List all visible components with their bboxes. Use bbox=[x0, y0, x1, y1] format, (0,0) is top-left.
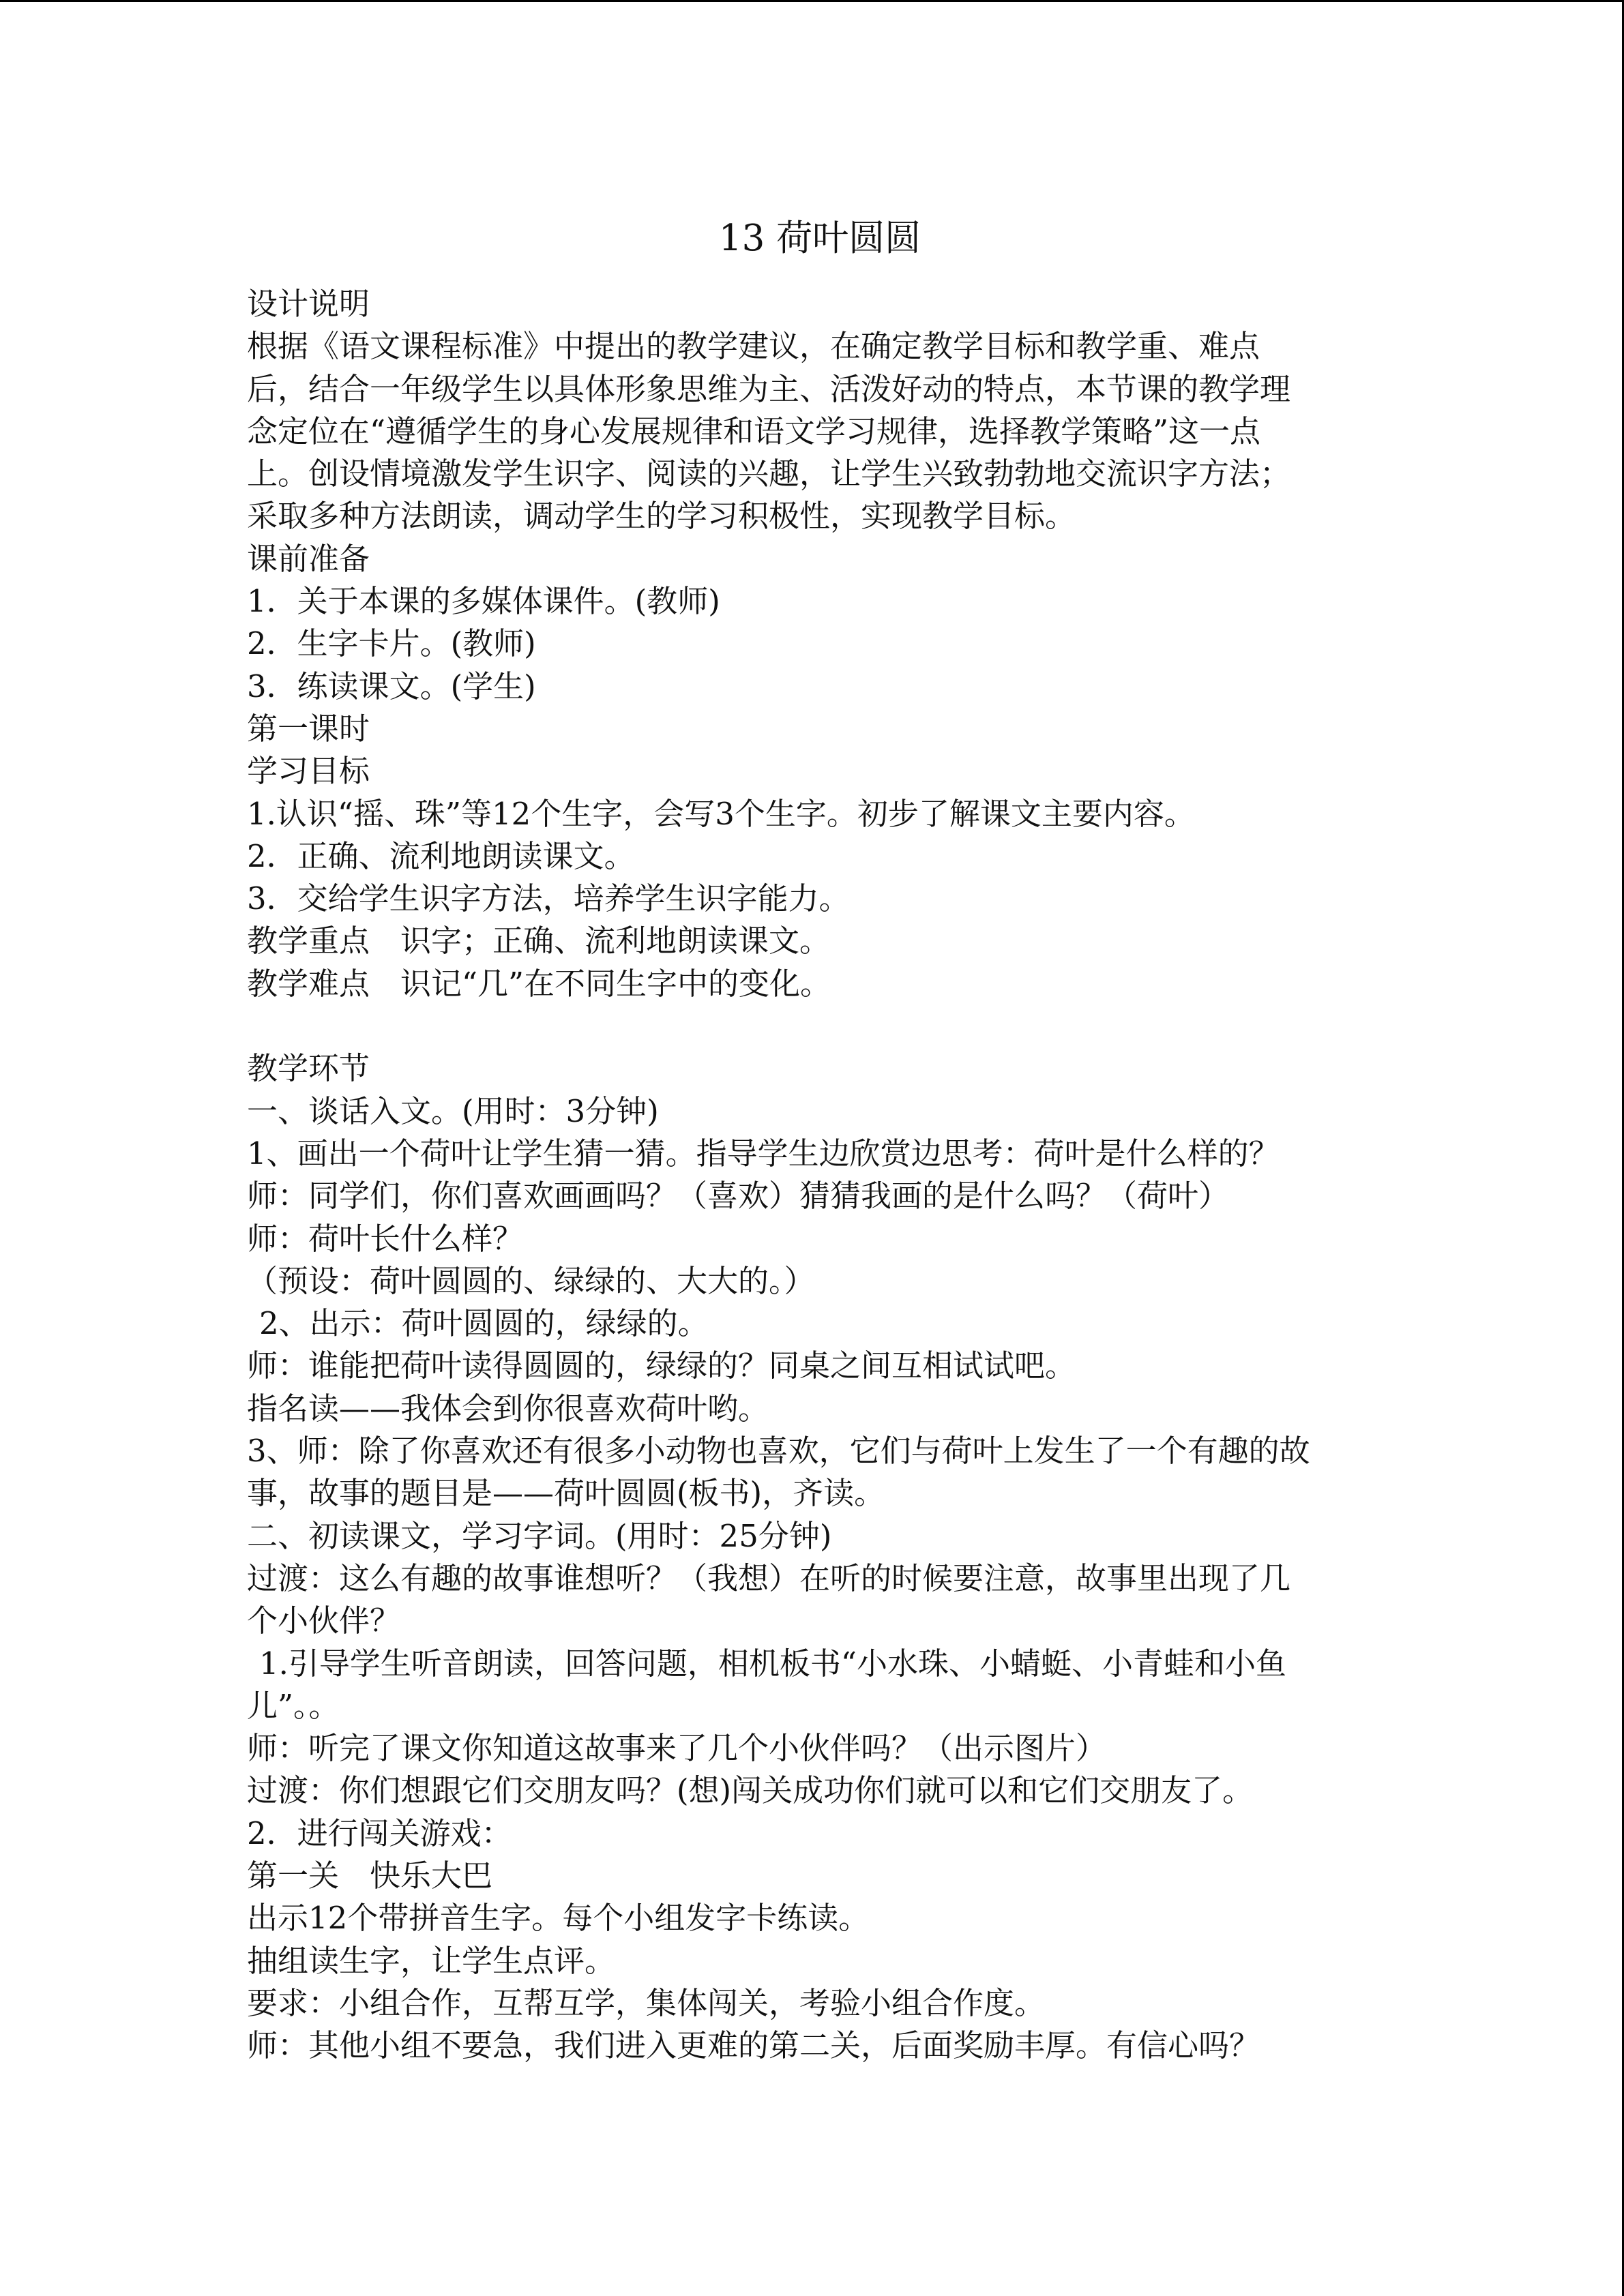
paragraph-line: 根据《语文课程标准》中提出的教学建议，在确定教学目标和教学重、难点 bbox=[247, 328, 1260, 365]
paragraph-line: 后，结合一年级学生以具体形象思维为主、活泼好动的特点，本节课的教学理 bbox=[247, 370, 1291, 407]
difficult-point: 教学难点 识记“几”在不同生字中的变化。 bbox=[247, 965, 831, 1002]
paragraph-line: 师：荷叶长什么样？ bbox=[247, 1220, 524, 1257]
paragraph-line: 过渡：你们想跟它们交朋友吗？(想)闯关成功你们就可以和它们交朋友了。 bbox=[247, 1772, 1254, 1809]
paragraph-line: 抽组读生字，让学生点评。 bbox=[247, 1942, 616, 1979]
key-point: 教学重点 识字；正确、流利地朗读课文。 bbox=[247, 923, 831, 959]
paragraph-line: 采取多种方法朗读，调动学生的学习积极性，实现教学目标。 bbox=[247, 498, 1076, 535]
list-item: 3．交给学生识字方法，培养学生识字能力。 bbox=[247, 880, 850, 917]
paragraph-line: 师：谁能把荷叶读得圆圆的，绿绿的？同桌之间互相试试吧。 bbox=[247, 1347, 1076, 1384]
paragraph-line: （预设：荷叶圆圆的、绿绿的、大大的。） bbox=[247, 1262, 815, 1299]
heading-design-notes: 设计说明 bbox=[247, 286, 370, 322]
paragraph-line: 过渡：这么有趣的故事谁想听？（我想）在听的时候要注意，故事里出现了几 bbox=[247, 1560, 1291, 1596]
paragraph-line: 2．进行闯关游戏： bbox=[247, 1815, 512, 1851]
page-title: 13 荷叶圆圆 bbox=[718, 218, 921, 259]
paragraph-line: 师：听完了课文你知道这故事来了几个小伙伴吗？（出示图片） bbox=[247, 1730, 1107, 1767]
paragraph-line: 2、出示：荷叶圆圆的，绿绿的。 bbox=[259, 1305, 709, 1342]
section-heading: 二、初读课文，学习字词。(用时：25分钟) bbox=[247, 1517, 832, 1554]
text-lines bbox=[247, 283, 1393, 2067]
list-item: 2．正确、流利地朗读课文。 bbox=[247, 837, 635, 874]
heading-preparation: 课前准备 bbox=[247, 540, 370, 577]
blank-line bbox=[247, 1005, 1393, 1047]
list-item: 2．生字卡片。(教师) bbox=[247, 625, 536, 662]
heading-teaching-steps: 教学环节 bbox=[247, 1050, 370, 1087]
paragraph-line: 事，故事的题目是——荷叶圆圆(板书)，齐读。 bbox=[247, 1475, 885, 1512]
section-heading: 一、谈话入文。(用时：3分钟) bbox=[247, 1092, 659, 1129]
paragraph-line: 指名读——我体会到你很喜欢荷叶哟。 bbox=[247, 1390, 769, 1427]
paragraph-line: 个小伙伴？ bbox=[247, 1602, 401, 1639]
list-item: 1.认识“摇、珠”等12个生字，会写3个生字。初步了解课文主要内容。 bbox=[247, 795, 1195, 832]
paragraph-line: 1、画出一个荷叶让学生猜一猜。指导学生边欣赏边思考：荷叶是什么样的？ bbox=[247, 1135, 1280, 1172]
list-item: 1．关于本课的多媒体课件。(教师) bbox=[247, 583, 720, 620]
level-heading: 第一关 快乐大巴 bbox=[247, 1857, 493, 1894]
list-item: 3．练读课文。(学生) bbox=[247, 668, 536, 704]
paragraph-line: 师：其他小组不要急，我们进入更难的第二关，后面奖励丰厚。有信心吗？ bbox=[247, 2027, 1260, 2064]
heading-objectives: 学习目标 bbox=[247, 753, 370, 790]
paragraph-line: 3、师：除了你喜欢还有很多小动物也喜欢，它们与荷叶上发生了一个有趣的故 bbox=[247, 1433, 1310, 1470]
paragraph-line: 1.引导学生听音朗读，回答问题，相机板书“小水珠、小蜻蜓、小青蛙和小鱼 bbox=[259, 1645, 1286, 1682]
paragraph-line: 念定位在“遵循学生的身心发展规律和语文学习规律，选择教学策略”这一点 bbox=[247, 413, 1261, 449]
paragraph-line: 师：同学们，你们喜欢画画吗？（喜欢）猜猜我画的是什么吗？（荷叶） bbox=[247, 1178, 1230, 1214]
paragraph-line: 上。创设情境激发学生识字、阅读的兴趣，让学生兴致勃勃地交流识字方法； bbox=[247, 456, 1291, 492]
heading-first-lesson: 第一课时 bbox=[247, 710, 370, 747]
paragraph-line: 出示12个带拼音生字。每个小组发字卡练读。 bbox=[247, 1900, 870, 1937]
paragraph-line: 要求：小组合作，互帮互学，集体闯关，考验小组合作度。 bbox=[247, 1984, 1046, 2021]
paragraph-line: 儿”。。 bbox=[247, 1687, 340, 1724]
